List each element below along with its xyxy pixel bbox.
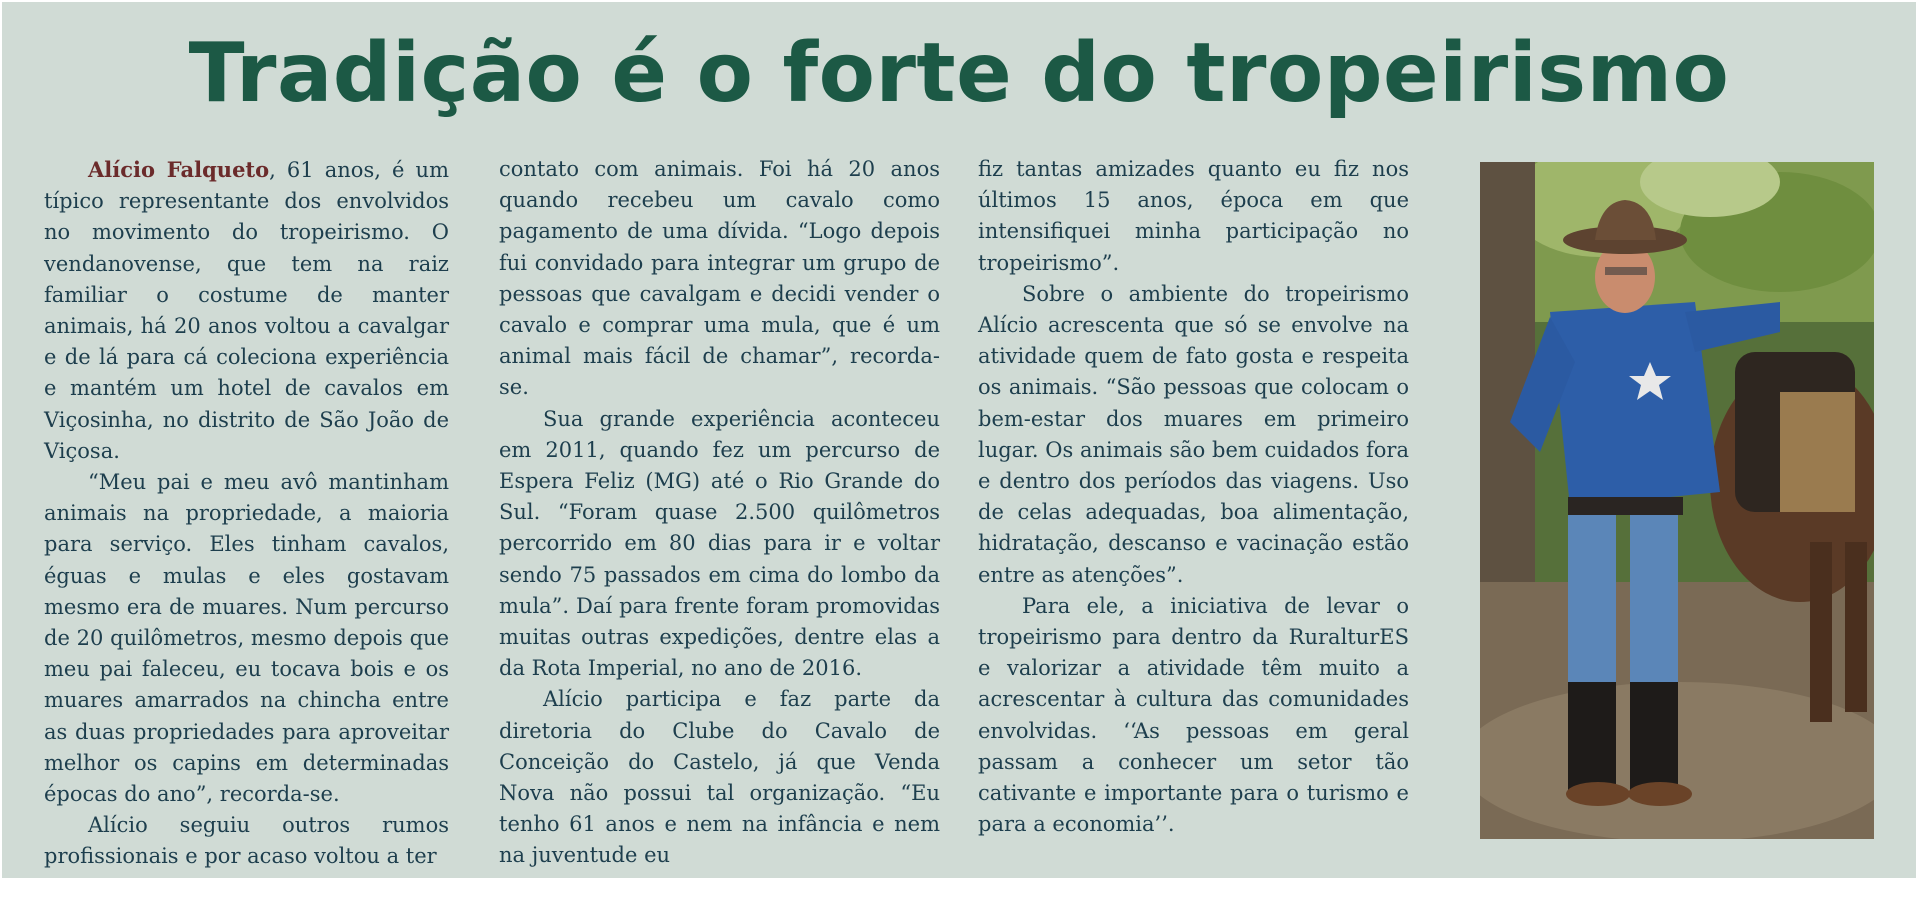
- paragraph: Alício participa e faz parte da diretoria do Clube do Cavalo de Conceição do Castelo, já que Venda Nova não possui tal organização. “Eu tenho 61 anos e nem na infância e nem na juventude eu: [499, 687, 940, 868]
- paragraph: Para ele, a iniciativa de levar o tropeirismo para dentro da RuralturES e valorizar a atividade têm muito a acrescentar à cultura das comunidades envolvidas. ‘‘As pessoas em geral passam a conhecer um setor tão cativante e importante para o turismo e para a economia’’.: [978, 593, 1409, 837]
- author-name: Alício Falqueto: [88, 157, 270, 182]
- paragraph: contato com animais. Foi há 20 anos quando recebeu um cavalo como pagamento de uma dívida. “Logo depois fui convidado para integrar um grupo de pessoas que cavalgam e decidi vender o cavalo e comprar uma mula, que é um animal mais fácil de chamar”, recorda-se.: [499, 157, 940, 400]
- paragraph: Alício seguiu outros rumos profissionais e por acaso voltou a ter: [44, 813, 449, 869]
- paragraph-text: , 61 anos, é um típico representante dos envolvidos no movimento do tropeirismo. O vendanovense, que tem na raiz familiar o costume de manter animais, há 20 anos voltou a cavalgar e de lá para cá coleciona experiência e mantém um hotel de cavalos em Viçosinha, no distrito de São João de Viçosa.: [44, 158, 449, 463]
- paragraph: [44, 154, 449, 467]
- article-column-1: [44, 154, 449, 873]
- article-column-2: [499, 154, 940, 872]
- paragraph: fiz tantas amizades quanto eu fiz nos últimos 15 anos, época em que intensifiquei minha participação no tropeirismo”.: [978, 157, 1409, 275]
- article-column-3: [978, 154, 1409, 840]
- newspaper-page: [2, 2, 1916, 878]
- paragraph: Sobre o ambiente do tropeirismo Alício acrescenta que só se envolve na atividade quem de fato gosta e respeita os animais. “São pessoas que colocam o bem-estar dos muares em primeiro lugar. Os animais são bem cuidados fora e dentro dos períodos das viagens. Uso de celas adequadas, boa alimentação, hidratação, descanso e vacinação estão entre as atenções”.: [978, 281, 1409, 587]
- man-in-cowboy-hat-with-mule-photo: [1480, 162, 1874, 839]
- paragraph: Sua grande experiência aconteceu em 2011, quando fez um percurso de Espera Feliz (MG) até o Rio Grande do Sul. “Foram quase 2.500 quilômetros percorrido em 80 dias para ir e voltar sendo 75 passados em cima do lombo da mula”. Daí para frente foram promovidas muitas outras expedições, dentre elas a da Rota Imperial, no ano de 2016.: [499, 406, 940, 681]
- paragraph: “Meu pai e meu avô mantinham animais na propriedade, a maioria para serviço. Eles tinham cavalos, éguas e mulas e eles gostavam mesmo era de muares. Num percurso de 20 quilômetros, mesmo depois que meu pai faleceu, eu tocava bois e os muares amarrados na chincha entre as duas propriedades para aproveitar melhor os capins em determinadas épocas do ano”, recorda-se.: [44, 470, 449, 807]
- headline: Tradição é o forte do tropeirismo: [188, 26, 1730, 121]
